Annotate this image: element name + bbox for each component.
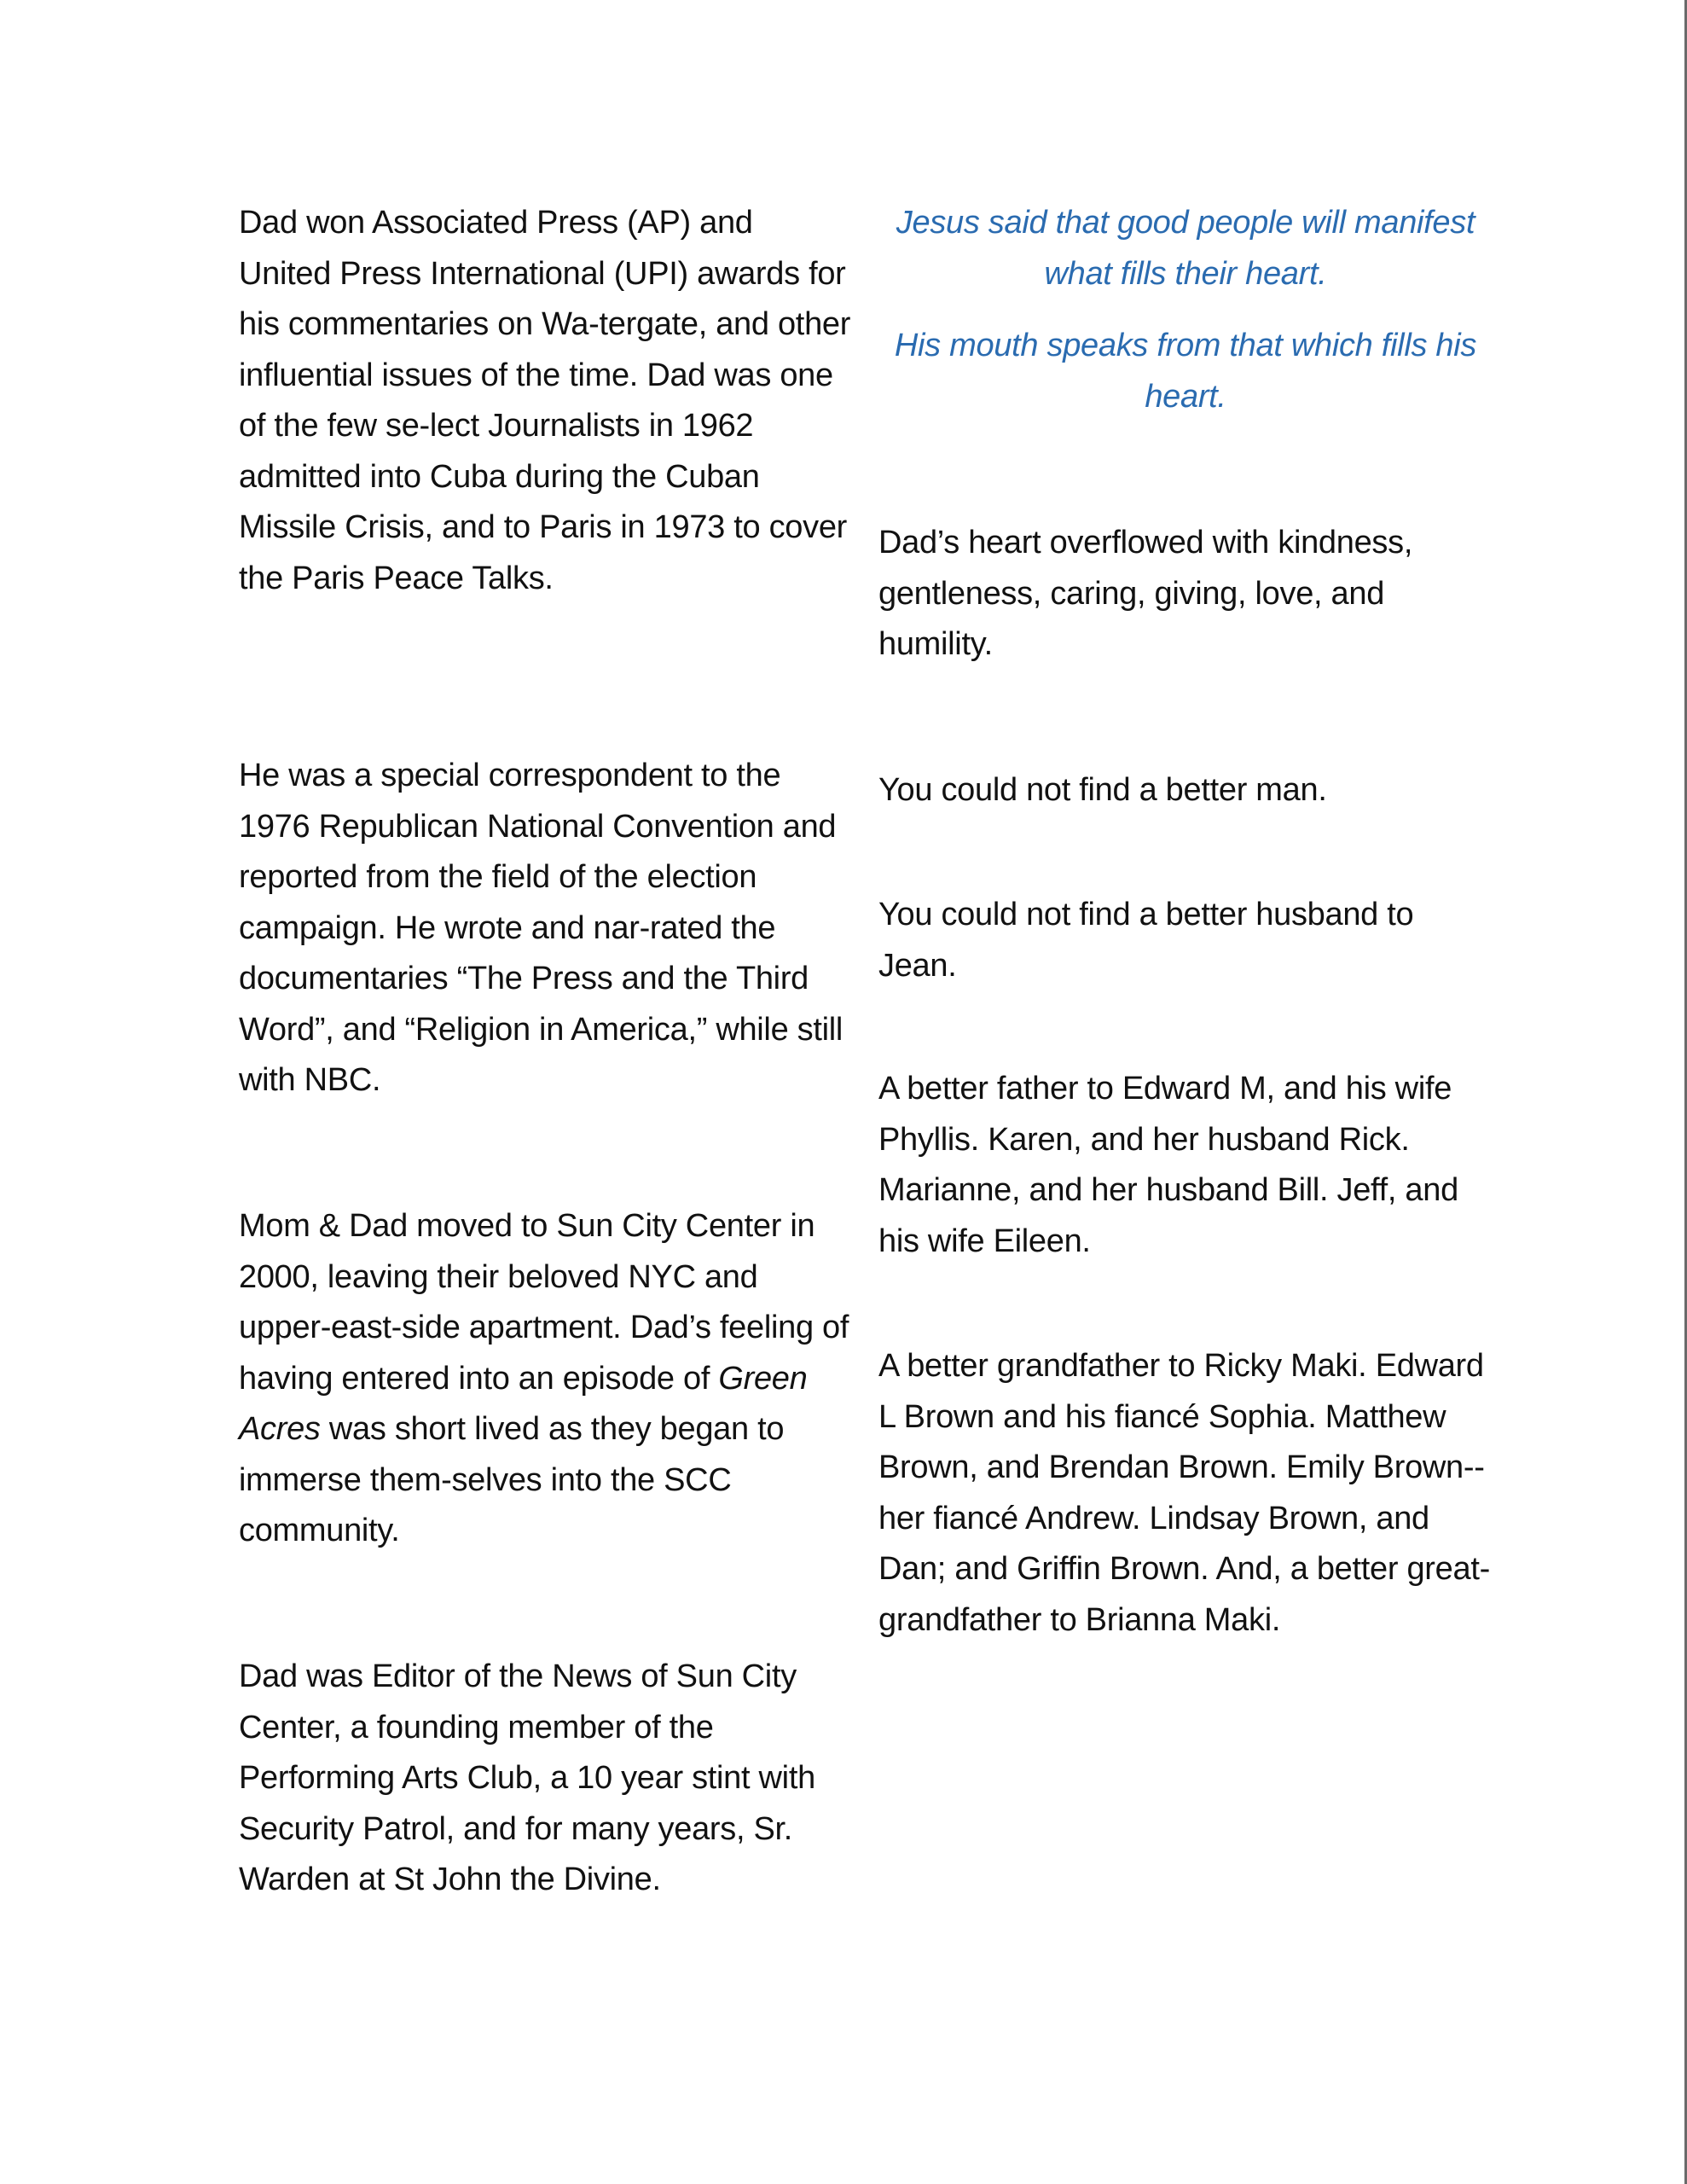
left-paragraph-sun-city-title: Green Acres	[239, 1360, 808, 1447]
right-paragraph-grandfather: A better grandfather to Ricky Maki. Edward L Brown and his fiancé Sophia. Matthew Brown, and Brendan Brown. Emily Brown--her fiancé Andrew. Lindsay Brown, and Dan; and Griffin Brown. And, a better great-grandfather to Brianna Maki.	[878, 1348, 1490, 1638]
right-paragraph-husband: You could not find a better husband to Jean.	[878, 897, 1414, 984]
left-paragraph-correspondent: He was a special correspondent to the 1976 Republican National Convention and reported from the field of the election campaign. He wrote and nar-rated the documentaries “The Press and the Third Word”, and “Religion in America,” while still with NBC.	[239, 758, 844, 1098]
right-paragraph-heart: Dad’s heart overflowed with kindness, gentleness, caring, giving, love, and humility.	[878, 525, 1413, 662]
quote-mouth: His mouth speaks from that which fills his heart.	[894, 328, 1477, 415]
right-paragraph-better-man: You could not find a better man.	[878, 772, 1327, 808]
left-paragraph-sun-city-before: Mom & Dad moved to Sun City Center in 2000, leaving their beloved NYC and upper-east-side apartment. Dad’s feeling of having entered into an episode of	[239, 1208, 849, 1397]
left-paragraph-awards: Dad won Associated Press (AP) and United Press International (UPI) awards for his commentaries on Wa-tergate, and other influential issues of the time. Dad was one of the few se-lect Journalists in 1962 admitted into Cuba during the Cuban Missile Crisis, and to Paris in 1973 to cover the Paris Peace Talks.	[239, 205, 851, 596]
left-paragraph-editor: Dad was Editor of the News of Sun City Center, a founding member of the Performing Arts Club, a 10 year stint with Security Patrol, and for many years, Sr. Warden at St John the Divine.	[239, 1658, 815, 1897]
left-paragraph-sun-city-after: was short lived as they began to immerse them-selves into the SCC community.	[239, 1411, 785, 1548]
quote-jesus: Jesus said that good people will manifest what fills their heart.	[896, 205, 1475, 292]
right-paragraph-father: A better father to Edward M, and his wife Phyllis. Karen, and her husband Rick. Marianne, and her husband Bill. Jeff, and his wife Eileen.	[878, 1071, 1458, 1259]
left-paragraph-sun-city	[239, 1201, 853, 1557]
